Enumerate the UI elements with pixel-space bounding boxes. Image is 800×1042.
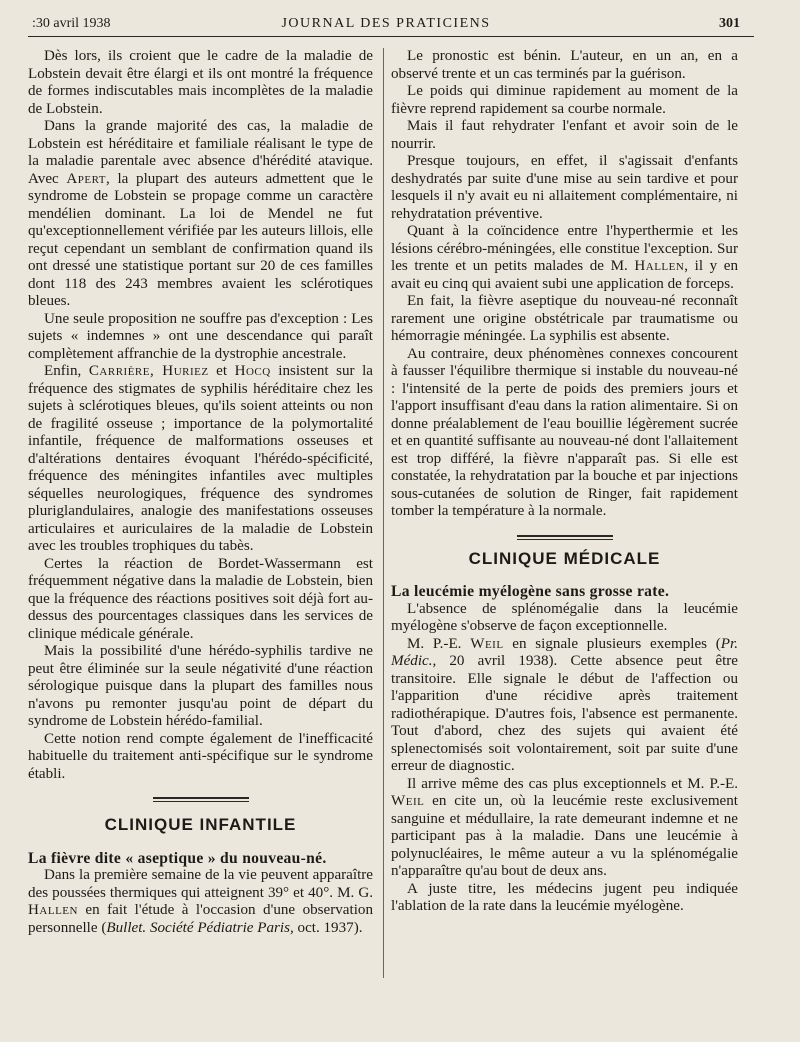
header-rule [28, 36, 754, 37]
article-subhead: La leucémie myélogène sans grosse rate. [391, 583, 670, 600]
paragraph: Dès lors, ils croient que le cadre de la maladie de Lobstein devait être élargi et ils ont montré la fréquence de formes indiscutables mais incomplètes de la maladie de Lobstein. [28, 48, 373, 117]
column-divider [383, 48, 384, 978]
section-divider [153, 797, 249, 802]
author-name: Weil [470, 635, 504, 652]
issue-date: :30 avril 1938 [32, 16, 111, 31]
paragraph: Le pronostic est bénin. L'auteur, en un an, en a observé trente et un cas terminés par la guérison. [391, 48, 738, 82]
author-name: Carrière, Huriez [88, 363, 209, 379]
paragraph: Le poids qui diminue rapidement au moment de la fièvre reprend rapidement sa courbe normale. [391, 83, 738, 117]
page-number: 301 [719, 16, 740, 31]
paragraph: A juste titre, les médecins jugent peu indiquée l'ablation de la rate dans la leucémie myélogène. [391, 880, 738, 914]
section-divider [517, 535, 613, 540]
article-subhead: La fièvre dite « aseptique » du nouveau-né. [28, 849, 327, 867]
paragraph: Une seule proposition ne souffre pas d'exception : Les sujets « indemnes » ont une descendance qui paraît complètement affranchie de la dystrophie ancestrale. [28, 310, 373, 362]
paragraph: Presque toujours, en effet, il s'agissait d'enfants deshydratés par suite d'une mise au sein tardive et pour lesquels il n'y avait eu ni allaitement complémentaire, ni rehydratation préventive. [391, 153, 738, 222]
paragraph: Certes la réaction de Bordet-Wassermann est fréquemment négative dans la maladie de Lobstein, bien que la fréquence des réactions positives soit déjà fort au-dessus des pourcentages classiques dans les services de clinique médicale générale. [28, 555, 373, 642]
section-title: CLINIQUE MÉDICALE [468, 548, 661, 568]
left-column [28, 48, 373, 937]
paragraph: Mais la possibilité d'une hérédo-syphilis tardive ne peut être éliminée sur la seule négativité d'une réaction sérologique puisque dans la plupart des familles nous n'avons pu remonter jusqu'au point de départ du syndrome de Lobstein hérédo-familial. [28, 643, 373, 729]
author-name: Hallen [28, 902, 78, 918]
paragraph: M. P.-E. Weil en signale plusieurs exemples (Pr. Médic., 20 avril 1938). Cette absence peut être transitoire. Elle signale le début de l'affection ou l'apparition d'une récidive après traitement radiothérapique. D'autres fois, l'absence est permanente. Tout d'abord, chez des sujets qui avaient été splenectomisés soit volontairement, soit par suite d'une erreur de diagnostic. [391, 635, 738, 774]
section-title: CLINIQUE INFANTILE [104, 815, 297, 834]
paragraph: Enfin, Carrière, Huriez et Hocq insistent sur la fréquence des stigmates de syphilis héréditaire chez les sujets à sclérotiques bleues, qu'ils soient atteints ou non de fragilité osseuse ; importance de la polymortalité infantile, fréquence de malformations osseuses et d'altérations dentaires évoquant l'hérédo-spécificité, fréquence des méningites infantiles avec multiples séquelles neurologiques, fréquence des syndromes pluriglandulaires, analogie des manifestations osseuses articulaires et auriculaires de la maladie de Lobstein avec les troubles trophiques du tabès. [28, 363, 373, 554]
reference: Pr. Médic., [391, 635, 738, 669]
paragraph: Cette notion rend compte également de l'inefficacité habituelle du traitement anti-spécifique sur le syndrome établi. [28, 730, 373, 782]
reference: Bullet. Société Pédiatrie Paris, [106, 919, 294, 936]
paragraph: Dans la grande majorité des cas, la maladie de Lobstein est héréditaire et familiale réalisant le type de la maladie parentale avec absence d'hérédité atavique. Avec Apert, la plupart des auteurs admettent que le syndrome de Lobstein se propage comme un caractère mendélien dominant. La loi de Mendel ne fut qu'exceptionnellement vérifiée par les auteurs lillois, elle reçut cependant un semblant de confirmation quand ils ont dressé une statistique portant sur 20 de ces familles dont 118 des 243 membres avaient les sclérotiques bleues. [28, 118, 373, 309]
page-header [32, 14, 740, 36]
author-name: Hocq [234, 363, 271, 379]
paragraph: Dans la première semaine de la vie peuvent apparaître des poussées thermiques qui atteignent 39° et 40°. M. G. Hallen en fait l'étude à l'occasion d'une observation personnelle (Bullet. Société Pédiatrie Paris, oct. 1937). [28, 867, 373, 936]
paragraph: Il arrive même des cas plus exceptionnels et M. P.-E. Weil en cite un, où la leucémie reste exclusivement sanguine et médullaire, la rate demeurant indemne et ne participant pas à la maladie. Dans une leucémie à polynucléaires, le même auteur a vu la splénomégalie n'apparaître qu'au bout de deux ans. [391, 775, 738, 879]
paragraph: Au contraire, deux phénomènes connexes concourent à fausser l'équilibre thermique si instable du nouveau-né : l'intensité de la perte de poids des premiers jours et l'apport insuffisant d'eau dans la ration alimentaire. Si on donne préalablement de l'eau bouillie légèrement sucrée et en quantité suffisante au nouveau-né dont l'allaitement est trop différé, la fièvre n'apparaît pas. Si elle est constatée, la rehydratation par la bouche et par injections sous-cutanées de solution de Ringer, fait rapidement tomber la température à la normale. [391, 345, 738, 519]
author-name: Weil [391, 793, 425, 809]
paragraph: Mais il faut rehydrater l'enfant et avoir soin de le nourrir. [391, 118, 738, 152]
paragraph: L'absence de splénomégalie dans la leucémie myélogène s'observe de façon exceptionnelle. [391, 600, 738, 634]
author-name: Apert [66, 170, 107, 187]
journal-title: JOURNAL DES PRATICIENS [281, 16, 491, 31]
right-column [391, 48, 738, 916]
paragraph: En fait, la fièvre aseptique du nouveau-né reconnaît rarement une origine obstétricale par traumatisme ou hémorragie méningée. La syphilis est absente. [391, 293, 738, 344]
paragraph: Quant à la coïncidence entre l'hyperthermie et les lésions cérébro-méningées, elle constitue l'exception. Sur les trente et un petits malades de M. Hallen, il y en avait eu cinq qui avaient subi une application de forceps. [391, 223, 738, 292]
author-name: Hallen [634, 258, 685, 274]
